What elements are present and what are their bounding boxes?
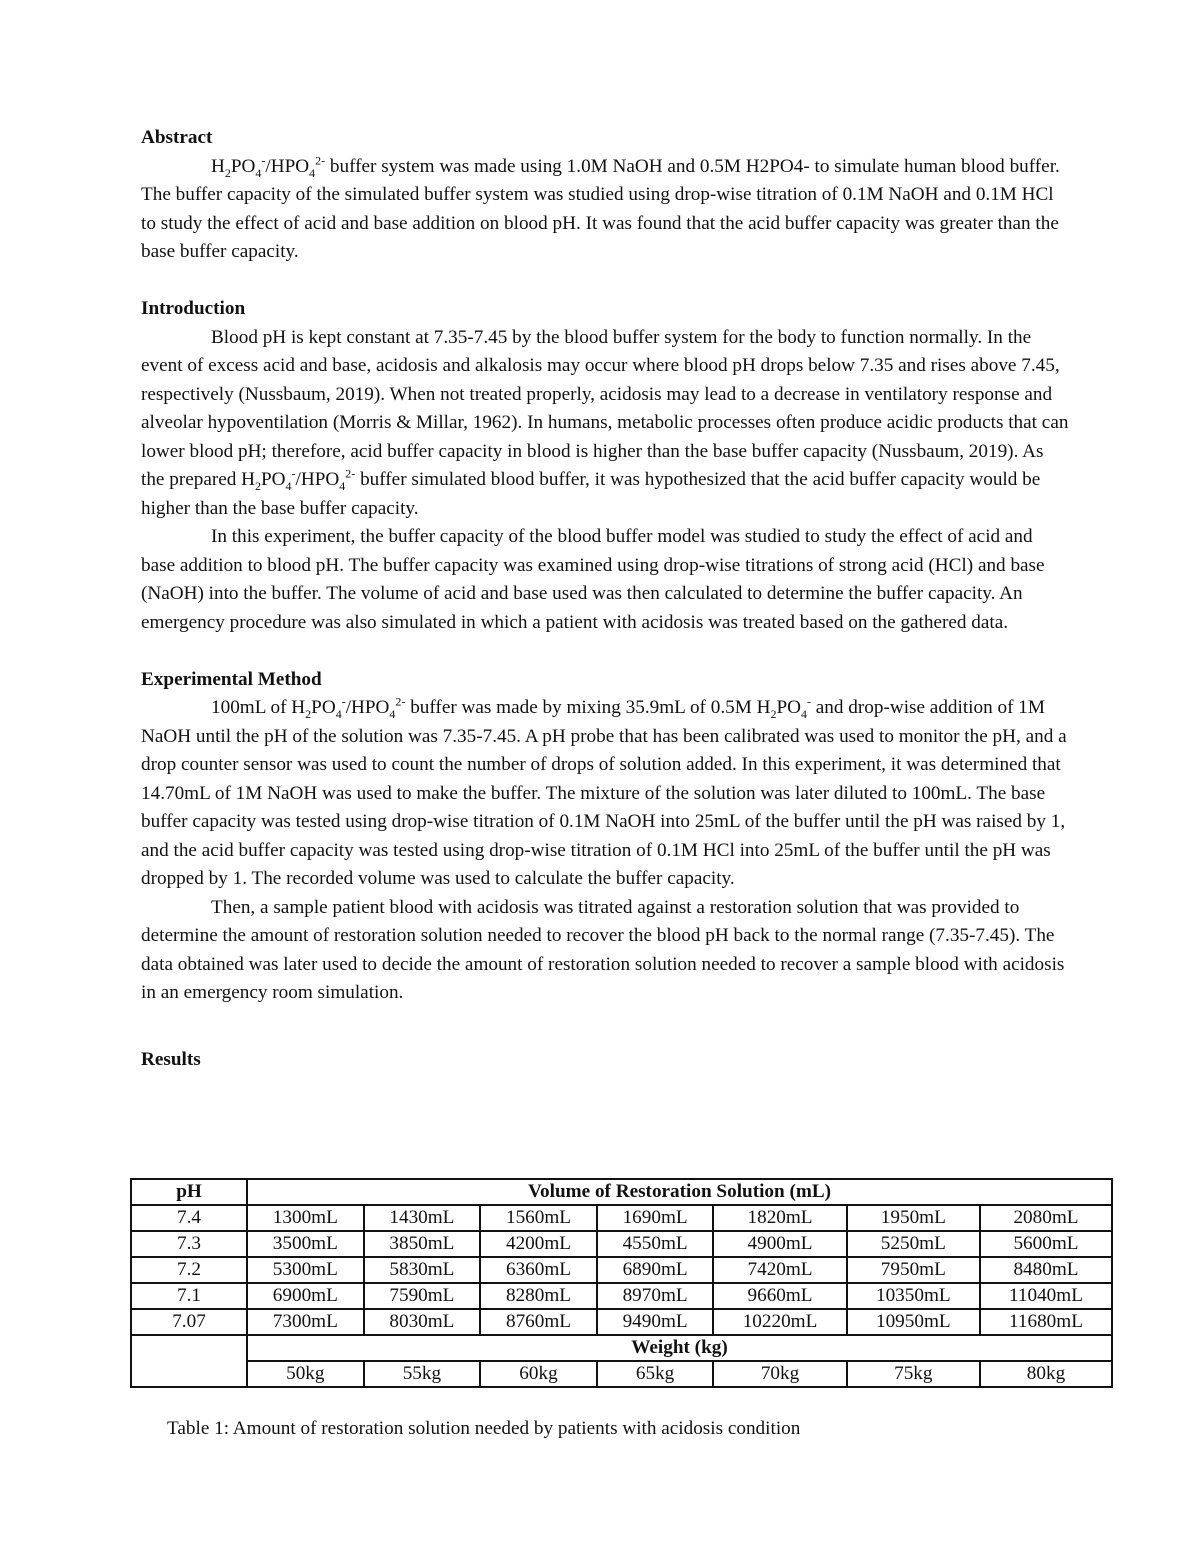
formula-subscript: 2 (770, 706, 777, 721)
ph-cell: 7.2 (131, 1257, 247, 1283)
table-row (131, 1231, 1112, 1257)
volume-header: Volume of Restoration Solution (mL) (247, 1179, 1112, 1205)
formula-subscript: 4 (339, 478, 346, 493)
results-heading: Results (141, 1048, 201, 1070)
abstract-text: buffer system was made using 1.0M NaOH and 0.5M H2PO4- to simulate human blood buffer. The buffer capacity of the simulated buffer system was studied using drop-wise titration of 0.1M NaOH and 0.1M HCl to study the effect of acid and base addition on blood pH. It was found that the acid buffer capacity was greater than the base buffer capacity. (141, 155, 1060, 262)
formula-superscript: - (291, 466, 296, 481)
weight-header: Weight (kg) (247, 1335, 1112, 1361)
introduction-paragraph-1 (141, 324, 1071, 524)
volume-cell: 7590mL (364, 1283, 481, 1309)
volume-cell: 6890mL (597, 1257, 714, 1283)
formula-superscript: - (261, 153, 266, 168)
introduction-heading: Introduction (141, 298, 246, 319)
volume-cell: 7420mL (713, 1257, 846, 1283)
weight-cell: 60kg (480, 1361, 597, 1387)
volume-cell: 10220mL (713, 1309, 846, 1335)
ph-cell: 7.3 (131, 1231, 247, 1257)
volume-cell: 8280mL (480, 1283, 597, 1309)
weight-cell: 75kg (847, 1361, 980, 1387)
formula-text: /HPO (345, 697, 390, 718)
volume-cell: 9660mL (713, 1283, 846, 1309)
volume-cell: 1560mL (480, 1205, 597, 1231)
volume-cell: 4900mL (713, 1231, 846, 1257)
volume-cell: 4200mL (480, 1231, 597, 1257)
table-caption: Table 1: Amount of restoration solution needed by patients with acidosis condition (167, 1418, 801, 1439)
formula-text: PO (311, 697, 336, 718)
weight-header-row (131, 1335, 1112, 1361)
formula-text: /HPO (295, 469, 340, 490)
volume-cell: 6900mL (247, 1283, 364, 1309)
volume-cell: 10350mL (847, 1283, 980, 1309)
formula-subscript: 4 (285, 478, 292, 493)
weight-cell: 80kg (980, 1361, 1112, 1387)
method-text: and drop-wise addition of 1M NaOH until the pH of the solution was 7.35-7.45. A pH probe that has been calibrated was used to monitor the pH, and a drop counter sensor was used to count the number of drops of solution added. In this experiment, it was determined that 14.70mL of 1M NaOH was used to make the buffer. The mixture of the solution was later diluted to 100mL. The base buffer capacity was tested using drop-wise titration of 0.1M NaOH into 25mL of the buffer until the pH was raised by 1, and the acid buffer capacity was tested using drop-wise titration of 0.1M HCl into 25mL of the buffer until the pH was dropped by 1. The recorded volume was used to calculate the buffer capacity. (141, 697, 1067, 889)
method-text: buffer was made by mixing 35.9mL of 0.5M (405, 697, 757, 718)
volume-cell: 1300mL (247, 1205, 364, 1231)
volume-cell: 9490mL (597, 1309, 714, 1335)
table-row (131, 1283, 1112, 1309)
volume-cell: 6360mL (480, 1257, 597, 1283)
method-paragraph-1 (141, 694, 1071, 894)
volume-cell: 7300mL (247, 1309, 364, 1335)
formula-superscript: - (341, 694, 346, 709)
formula-text: PO (776, 697, 801, 718)
table-row (131, 1309, 1112, 1335)
method-text: 100mL of (211, 697, 292, 718)
formula-text: H (756, 697, 771, 718)
volume-cell: 7950mL (847, 1257, 980, 1283)
formula-superscript: 2- (345, 466, 356, 481)
formula-subscript: 4 (309, 165, 316, 180)
volume-cell: 1430mL (364, 1205, 481, 1231)
volume-cell: 5300mL (247, 1257, 364, 1283)
formula-superscript: 2- (315, 153, 326, 168)
ph-cell: 7.1 (131, 1283, 247, 1309)
volume-cell: 8970mL (597, 1283, 714, 1309)
volume-cell: 3850mL (364, 1231, 481, 1257)
weight-cell: 50kg (247, 1361, 364, 1387)
volume-cell: 4550mL (597, 1231, 714, 1257)
empty-cell (131, 1335, 247, 1387)
formula-subscript: 4 (255, 165, 262, 180)
table-row (131, 1257, 1112, 1283)
volume-cell: 1820mL (713, 1205, 846, 1231)
abstract-paragraph (141, 153, 1071, 267)
table-header-row (131, 1179, 1112, 1205)
weight-row (131, 1361, 1112, 1387)
volume-cell: 8760mL (480, 1309, 597, 1335)
volume-cell: 8480mL (980, 1257, 1112, 1283)
ph-cell: 7.07 (131, 1309, 247, 1335)
formula-subscript: 4 (335, 706, 342, 721)
volume-cell: 11680mL (980, 1309, 1112, 1335)
formula-superscript: - (806, 694, 811, 709)
formula-subscript: 4 (389, 706, 396, 721)
volume-cell: 5830mL (364, 1257, 481, 1283)
volume-cell: 5250mL (847, 1231, 980, 1257)
formula-superscript: 2- (395, 694, 406, 709)
formula-text: PO (230, 155, 256, 177)
intro-text: Blood pH is kept constant at 7.35-7.45 by the blood buffer system for the body to function normally. In the event of excess acid and base, acidosis and alkalosis may occur where blood pH drops below 7.35 and rises above 7.45, respectively (Nussbaum, 2019). When not treated properly, acidosis may lead to a decrease in ventilatory response and alveolar hypoventilation (Morris & Millar, 1962). In humans, metabolic processes often produce acidic products that can lower blood pH; therefore, acid buffer capacity in blood is higher than the base buffer capacity (Nussbaum, 2019). As the prepared (141, 326, 1069, 490)
volume-cell: 11040mL (980, 1283, 1112, 1309)
volume-cell: 5600mL (980, 1231, 1112, 1257)
document-body (141, 124, 1071, 1088)
results-table (130, 1178, 1113, 1388)
formula-text: /HPO (265, 155, 310, 177)
method-paragraph-2: Then, a sample patient blood with acidosis was titrated against a restoration solution that was provided to determine the amount of restoration solution needed to recover the blood pH back to the normal range (7.35-7.45). The data obtained was later used to decide the amount of restoration solution needed to recover a sample blood with acidosis in an emergency room simulation. (141, 896, 1065, 1003)
ph-header: pH (131, 1179, 247, 1205)
volume-cell: 2080mL (980, 1205, 1112, 1231)
weight-cell: 70kg (713, 1361, 846, 1387)
formula-subscript: 4 (800, 706, 807, 721)
abstract-heading: Abstract (141, 127, 213, 148)
volume-cell: 1950mL (847, 1205, 980, 1231)
weight-cell: 65kg (597, 1361, 714, 1387)
ph-cell: 7.4 (131, 1205, 247, 1231)
formula-text: PO (261, 469, 286, 490)
table-row (131, 1205, 1112, 1231)
weight-cell: 55kg (364, 1361, 481, 1387)
volume-cell: 10950mL (847, 1309, 980, 1335)
volume-cell: 3500mL (247, 1231, 364, 1257)
formula-subscript: 2 (305, 706, 312, 721)
formula-text: H (291, 697, 306, 718)
formula-text: H (211, 155, 225, 177)
intro-text: buffer simulated blood buffer, it was hypothesized that the acid buffer capacity would be higher than the base buffer capacity. (141, 469, 1041, 519)
formula-subscript: 2 (224, 165, 231, 180)
volume-cell: 8030mL (364, 1309, 481, 1335)
method-heading: Experimental Method (141, 668, 322, 690)
volume-cell: 1690mL (597, 1205, 714, 1231)
formula-text: H (241, 469, 256, 490)
introduction-paragraph-2: In this experiment, the buffer capacity of the blood buffer model was studied to study the effect of acid and base addition to blood pH. The buffer capacity was examined using drop-wise titrations of strong acid (HCl) and base (NaOH) into the buffer. The volume of acid and base used was then calculated to determine the buffer capacity. An emergency procedure was also simulated in which a patient with acidosis was treated based on the gathered data. (141, 526, 1045, 633)
formula-subscript: 2 (255, 478, 262, 493)
